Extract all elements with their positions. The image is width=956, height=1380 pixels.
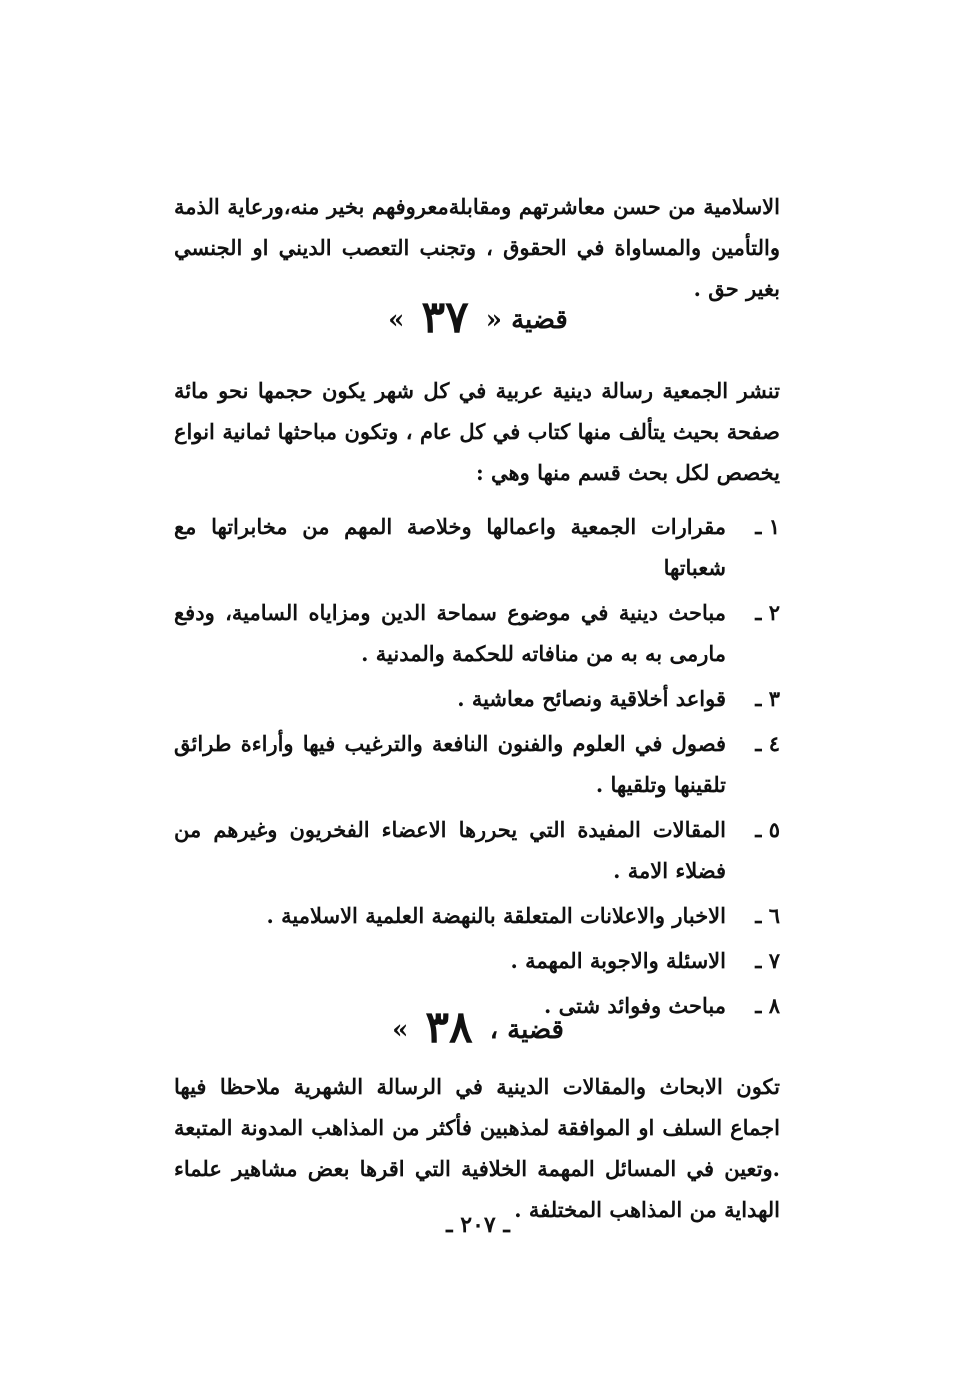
heading-open-quote: «	[485, 305, 503, 335]
item-text: المقالات المفيدة التي يحررها الاعضاء الفخريون وغيرهم من فضلاء الامة .	[174, 817, 726, 883]
list-item	[174, 940, 780, 981]
item-text: قواعد أخلاقية ونصائح معاشية .	[457, 686, 726, 711]
section-38-paragraph: تكون الابحاث والمقالات الدينية في الرسالة الشهرية ملاحظا فيها اجماع السلف او الموافقة لمذهبين فأكثر من المذاهب المدونة المتبعة .وتعين في المسائل المهمة الخلافية التي اقرها بعض مشاهير علماء الهداية من المذاهب المختلفة .	[174, 1074, 780, 1222]
item-marker: ٥ ـ	[755, 817, 780, 842]
item-text: مباحث وفوائد شتى .	[544, 993, 726, 1018]
heading-open-quote: ،	[489, 1015, 499, 1045]
section-38-heading	[0, 1002, 956, 1053]
section-37-list	[174, 506, 780, 1030]
item-text: الاسئلة والاجوبة المهمة .	[510, 948, 726, 973]
item-text: فصول في العلوم والفنون النافعة والترغيب فيها وأراءة طرائق تلقينها وتلقيها .	[174, 731, 726, 797]
list-item	[174, 678, 780, 719]
item-text: مباحث دينية في موضوع سماحة الدين ومزاياه السامية، ودفع مارمى به به من منافاته للحكمة والمدنية .	[174, 600, 726, 666]
item-marker: ٢ ـ	[755, 600, 780, 625]
heading-word: قضية	[507, 1015, 564, 1045]
item-text: الاخبار والاعلانات المتعلقة بالنهضة العلمية الاسلامية .	[266, 903, 726, 928]
list-item	[174, 809, 780, 891]
heading-close-quote: »	[392, 1015, 409, 1045]
list-item	[174, 723, 780, 805]
list-item	[174, 592, 780, 674]
item-marker: ٧ ـ	[755, 948, 780, 973]
list-item	[174, 895, 780, 936]
item-text: مقرارات الجمعية واعمالها وخلاصة المهم من مخابراتها مع شعباتها	[174, 514, 726, 580]
heading-number: ٣٨	[425, 1002, 473, 1053]
item-marker: ٦ ـ	[755, 903, 780, 928]
heading-word: قضية	[511, 305, 568, 335]
list-item	[174, 506, 780, 588]
heading-number: ٣٧	[421, 292, 469, 343]
section-37-heading	[0, 292, 956, 343]
heading-close-quote: »	[388, 305, 405, 335]
page-number: ـ ٢٠٧ ـ	[446, 1212, 510, 1238]
item-marker: ٨ ـ	[755, 993, 780, 1018]
section-37-paragraph: تنشر الجمعية رسالة دينية عربية في كل شهر يكون حجمها نحو مائة صفحة بحيث يتألف منها كتاب في كل عام ، وتكون مباحثها ثمانية انواع يخصص لكل بحث قسم منها وهي :	[174, 378, 780, 485]
item-marker: ٣ ـ	[755, 686, 780, 711]
item-marker: ١ ـ	[755, 514, 780, 539]
intro-paragraph: الاسلامية من حسن معاشرتهم ومقابلةمعروفهم بخير منه،ورعاية الذمة والتأمين والمساواة في الحقوق ، وتجنب التعصب الديني او الجنسي بغير حق .	[174, 194, 780, 301]
item-marker: ٤ ـ	[755, 731, 780, 756]
